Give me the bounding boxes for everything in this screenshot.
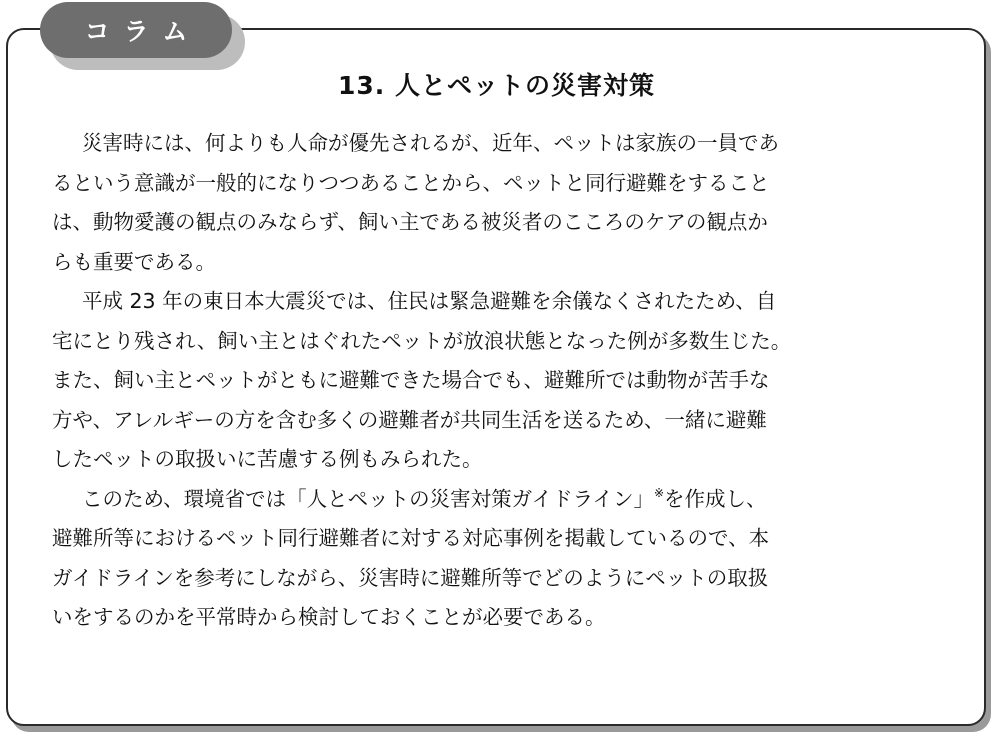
paragraph-line: は、動物愛護の観点のみならず、飼い主である被災者のこころのケアの観点か: [52, 210, 768, 234]
paragraph-line: いをするのかを平常時から検討しておくことが必要である。: [52, 605, 606, 629]
column-tab: [40, 2, 232, 58]
paragraph-line: 災害時には、何よりも人命が優先されるが、近年、ペットは家族の一員であ: [82, 131, 779, 155]
paragraph-line: 宅にとり残され、飼い主とはぐれたペットが放浪状態となった例が多数生じた。: [52, 328, 792, 353]
paragraph-line: 平成 23 年の東日本大震災では、住民は緊急避難を余儀なくされたため、自: [82, 289, 777, 313]
column-body: [52, 124, 952, 638]
paragraph-line: ガイドラインを参考にしながら、災害時に避難所等でどのようにペットの取扱: [52, 565, 769, 590]
paragraph-line: [52, 480, 952, 520]
paragraph-line: 避難所等におけるペット同行避難者に対する対応事例を掲載しているので、本: [52, 526, 770, 550]
paragraph-line: また、飼い主とペットがともに避難できた場合でも、避難所では動物が苦手な: [52, 368, 770, 392]
paragraph-line: 方や、アレルギーの方を含む多くの避難者が共同生活を送るため、一緒に避難: [52, 407, 767, 432]
column-title: 13. 人とペットの災害対策: [338, 71, 655, 100]
paragraph-line: したペットの取扱いに苦慮する例もみられた。: [52, 447, 483, 471]
line-text: このため、環境省では「人とペットの災害対策ガイドライン」: [82, 486, 654, 511]
column-tab-label: コラム: [84, 17, 202, 46]
footnote-mark: ※: [653, 485, 665, 500]
line-text: を作成し、: [664, 486, 767, 511]
paragraph-line: らも重要である。: [52, 249, 216, 274]
paragraph-line: るという意識が一般的になりつつあることから、ペットと同行避難をすること: [52, 170, 770, 195]
